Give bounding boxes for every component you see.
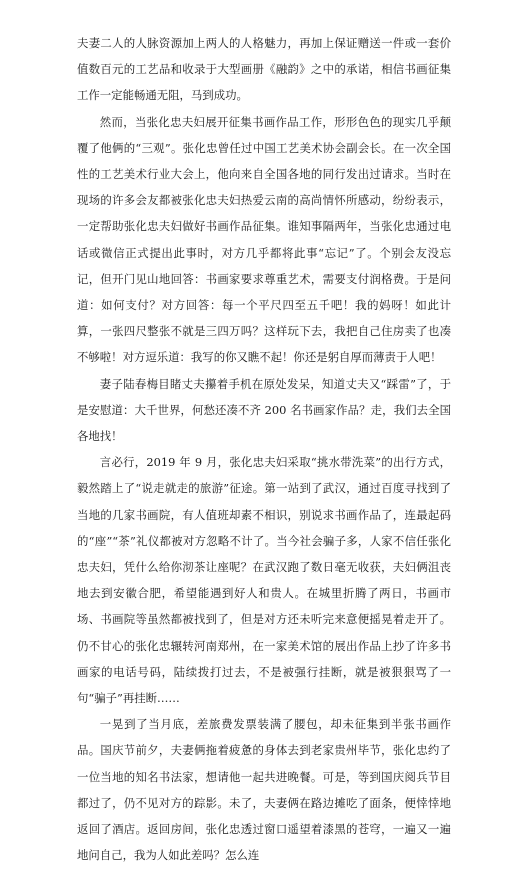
document-body (77, 30, 451, 869)
paragraph-5: 一晃到了当月底，差旅费发票装满了腰包，却未征集到半张书画作品。国庆节前夕，夫妻俩拖着疲惫的身体去到老家贵州毕节，张化忠约了一位当地的知名书法家，想请他一起共进晚餐。可是，等到国庆阅兵节目都过了，仍不见对方的踪影。未了，夫妻俩在路边摊吃了面条，便悻悻地返回了酒店。返回房间，张化忠透过窗口遥望着漆黑的苍穹，一遍又一遍地问自己，我为人如此差吗？怎么连 (77, 717, 451, 863)
paragraph-4: 言必行，2019 年 9 月，张化忠夫妇采取“挑水带洗菜”的出行方式，毅然踏上了“说走就走的旅游”征途。第一站到了武汉，通过百度寻找到了当地的几家书画院，有人值班却素不相识，别说求书画作品了，连最起码的“座”“茶”礼仪都被对方忽略不计了。当今社会骗子多，人家不信任张化忠夫妇，凭什么给你沏茶让座呢？在武汉跑了数日毫无收获，夫妇俩沮丧地去到安徽合肥，希望能遇到好人和贵人。在城里折腾了两日，书画市场、书画院等虽然都被找到了，但是对方还未听完来意便摇晃着走开了。仍不甘心的张化忠辗转河南郑州，在一家美术馆的展出作品上抄了许多书画家的电话号码，陆续拨打过去，不是被强行挂断，就是被狠狠骂了一句“骗子”再挂断…… (77, 455, 451, 706)
paragraph-2: 然而，当张化忠夫妇展开征集书画作品工作，形形色色的现实几乎颠覆了他俩的“三观”。张化忠曾任过中国工艺美术协会副会长。在一次全国性的工艺美术行业大会上，他向来自全国各地的同行发出过请求。当时在现场的许多会友都被张化忠夫妇热爱云南的高尚情怀所感动，纷纷表示，一定帮助张化忠夫妇做好书画作品征集。谁知事隔两年，当张化忠通过电话或微信正式提出此事时，对方几乎都将此事“忘记”了。个别会友没忘记，但开门见山地回答：书画家要求尊重艺术，需要支付润格费。于是问道：如何支付？对方回答：每一个平尺四至五千吧！我的妈呀！如此计算，一张四尺整张不就是三四万吗？这样玩下去，我把自己住房卖了也凑不够啦！对方逗乐道：我写的你又瞧不起！你还是躬自厚而薄责于人吧！ (77, 114, 451, 365)
paragraph-1: 夫妻二人的人脉资源加上两人的人格魅力，再加上保证赠送一件或一套价值数百元的工艺品和收录于大型画册《融韵》之中的承诺，相信书画征集工作一定能畅通无阻，马到成功。 (77, 36, 451, 103)
paragraph-3: 妻子陆春梅目睹丈夫攥着手机在原处发呆，知道丈夫又“踩雷”了，于是安慰道：大千世界，何愁还凑不齐 200 名书画家作品？走，我们去全国各地找！ (77, 376, 451, 444)
